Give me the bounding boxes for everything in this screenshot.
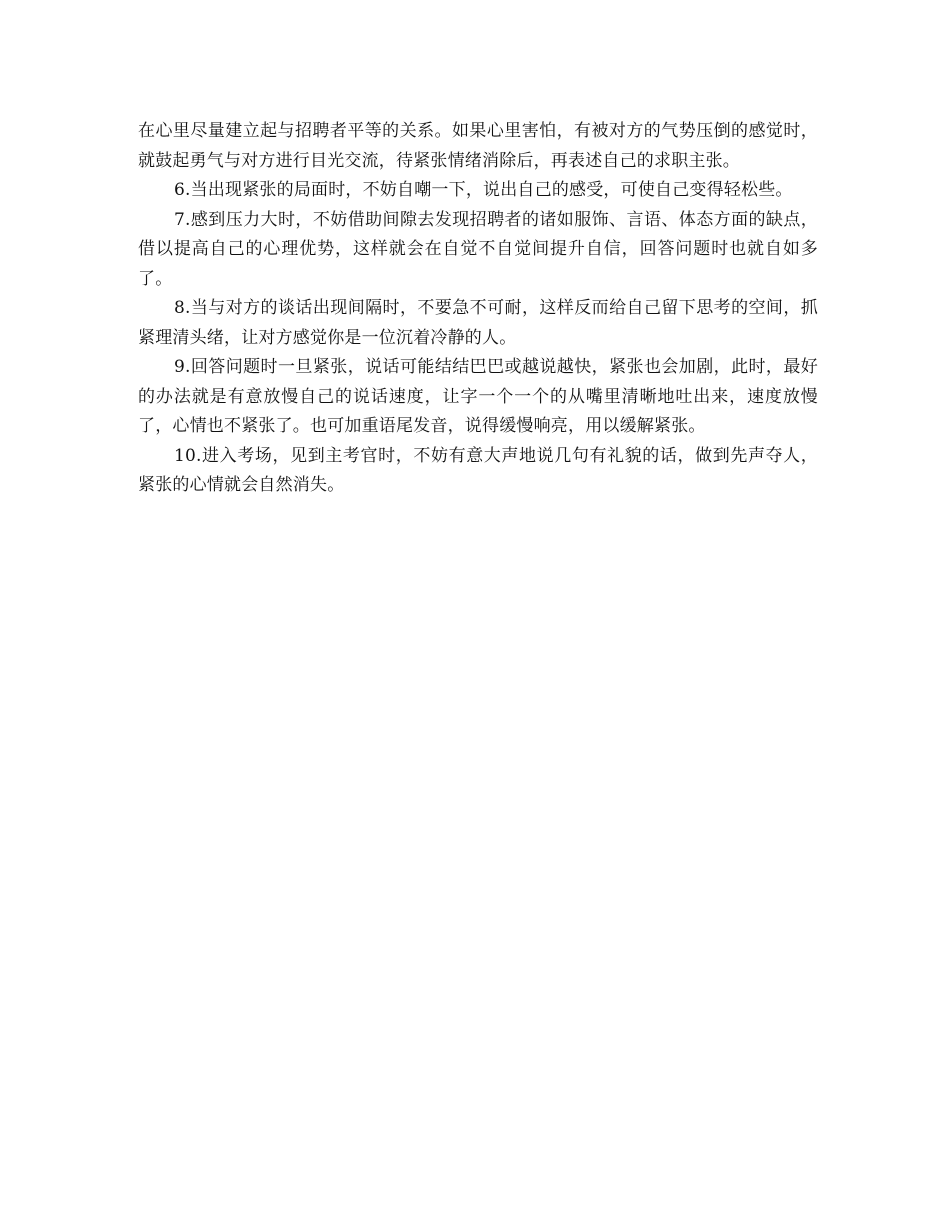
paragraph-item-7: 7.感到压力大时，不妨借助间隙去发现招聘者的诸如服饰、言语、体态方面的缺点，借以提高自己的心理优势，这样就会在自觉不自觉间提升自信，回答问题时也就自如多了。 xyxy=(138,209,818,289)
paragraph-item-9: 9.回答问题时一旦紧张，说话可能结结巴巴或越说越快，紧张也会加剧，此时，最好的办法就是有意放慢自己的说话速度，让字一个一个的从嘴里清晰地吐出来，速度放慢了，心情也不紧张了。也可加重语尾发音，说得缓慢响亮，用以缓解紧张。 xyxy=(138,357,818,436)
paragraph-continuation: 在心里尽量建立起与招聘者平等的关系。如果心里害怕，有被对方的气势压倒的感觉时，就鼓起勇气与对方进行目光交流，待紧张情绪消除后，再表述自己的求职主张。 xyxy=(138,121,818,171)
paragraph-item-10: 10.进入考场，见到主考官时，不妨有意大声地说几句有礼貌的话，做到先声夺人，紧张的心情就会自然消失。 xyxy=(138,445,818,495)
paragraph-item-8: 8.当与对方的谈话出现间隔时，不要急不可耐，这样反而给自己留下思考的空间，抓紧理清头绪，让对方感觉你是一位沉着冷静的人。 xyxy=(138,298,818,348)
document-page xyxy=(138,117,818,501)
paragraph-item-6: 6.当出现紧张的局面时，不妨自嘲一下，说出自己的感受，可使自己变得轻松些。 xyxy=(174,180,793,200)
